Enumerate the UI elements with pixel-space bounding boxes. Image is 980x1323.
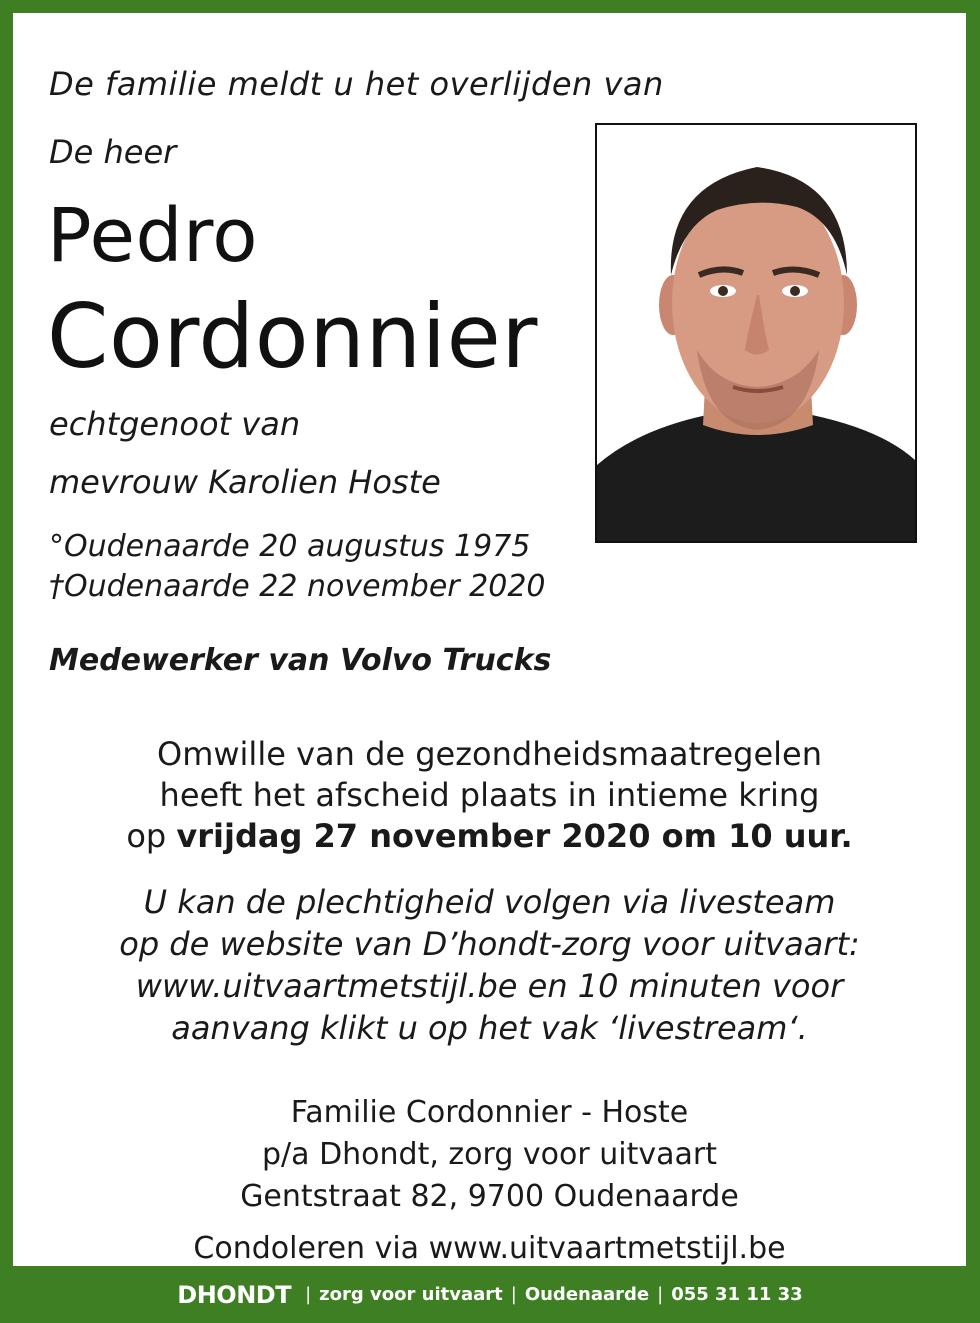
birth-date: °Oudenaarde 20 augustus 1975: [49, 529, 531, 564]
address-line-3: Gentstraat 82, 9700 Oudenaarde: [240, 1179, 739, 1214]
notice-card: [13, 13, 966, 1266]
footer-separator: |: [510, 1284, 517, 1305]
footer-phone[interactable]: 055 31 11 33: [671, 1284, 803, 1305]
ceremony-line-1: Omwille van de gezondheidsmaatregelen: [157, 735, 822, 773]
livestream-line-4: aanvang klikt u op het vak ‘livestream‘.: [171, 1009, 808, 1047]
ceremony-date: vrijdag 27 november 2020 om 10 uur.: [176, 817, 853, 855]
address-line-2: p/a Dhondt, zorg voor uitvaart: [262, 1137, 717, 1172]
livestream-line-2: op de website van D’hondt-zorg voor uitvaart:: [119, 925, 860, 963]
intro-text: De familie meldt u het overlijden van: [49, 65, 664, 103]
livestream-line-1: U kan de plechtigheid volgen via livesteam: [143, 883, 836, 921]
honorific: De heer: [49, 133, 177, 171]
livestream-line-3: www.uitvaartmetstijl.be en 10 minuten voor: [135, 967, 844, 1005]
ceremony-line-3: [13, 817, 966, 855]
footer-tagline: zorg voor uitvaart: [319, 1284, 503, 1305]
occupation: Medewerker van Volvo Trucks: [49, 643, 552, 678]
ceremony-line-2: heeft het afscheid plaats in intieme kring: [159, 776, 820, 814]
spouse-line-1: echtgenoot van: [49, 405, 301, 443]
footer-separator: |: [657, 1284, 664, 1305]
portrait-photo: [595, 123, 917, 543]
footer-bar: [0, 1266, 980, 1323]
spouse-line-2: mevrouw Karolien Hoste: [49, 463, 441, 501]
address-line-1: Familie Cordonnier - Hoste: [290, 1095, 689, 1130]
first-name: Pedro: [47, 193, 259, 279]
portrait-illustration: [597, 125, 915, 541]
condolence-link[interactable]: Condoleren via www.uitvaartmetstijl.be: [193, 1231, 786, 1266]
dhondt-logo: DHONDT: [177, 1280, 292, 1309]
ceremony-prefix: op: [126, 817, 177, 855]
footer-separator: |: [305, 1284, 312, 1305]
footer-city: Oudenaarde: [524, 1284, 650, 1305]
death-date: †Oudenaarde 22 november 2020: [49, 569, 546, 604]
last-name: Cordonnier: [47, 285, 538, 388]
